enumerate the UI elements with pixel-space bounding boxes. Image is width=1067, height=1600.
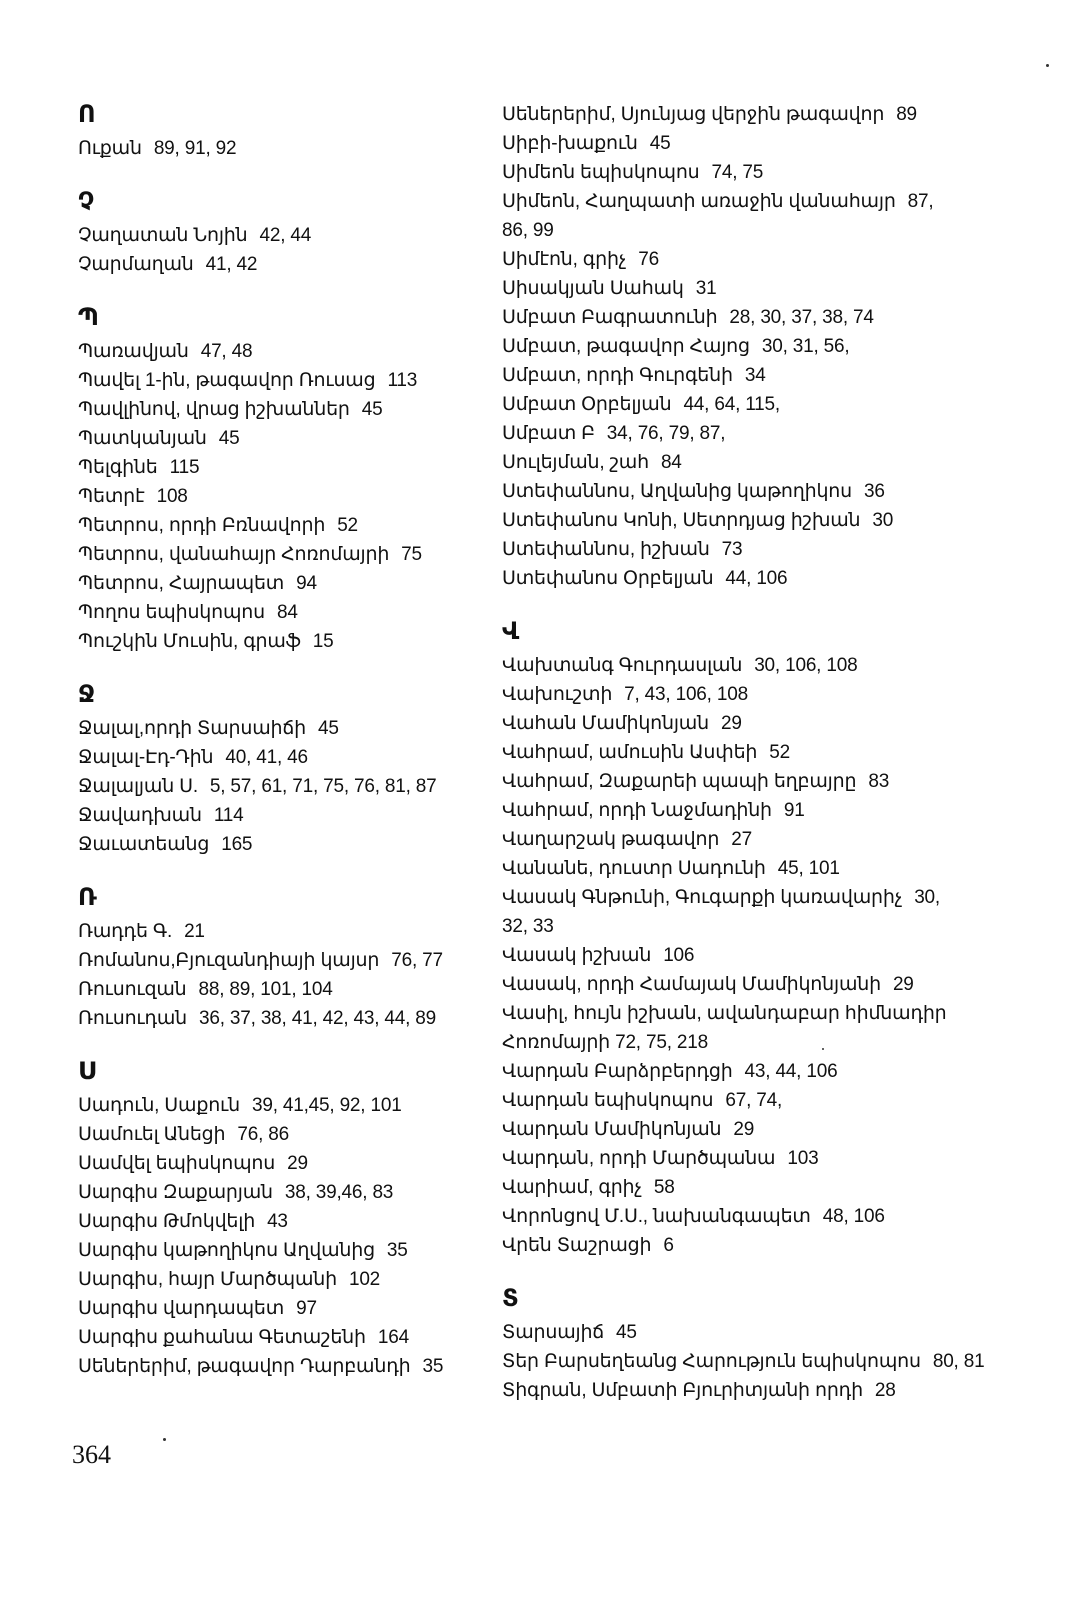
index-entry — [502, 245, 922, 274]
entry-name: Պողոս եպիսկոպոս — [78, 602, 265, 623]
entry-pages: 29 — [720, 713, 742, 734]
entry-continuation: 86, 99 — [502, 220, 554, 241]
entry-pages: 76, 77 — [391, 950, 443, 971]
entry-name: Սարգիս քահանա Գետաշենի — [78, 1327, 366, 1348]
entry-name: Սմբատ Օրբելյան — [502, 394, 672, 415]
index-entry — [502, 825, 922, 854]
entry-name: Ջալալյան Ս. — [78, 776, 198, 797]
section-letter: Պ — [78, 303, 99, 331]
entry-name: Վորոնցով Մ.Ս., նախանգապետ — [502, 1206, 811, 1227]
index-entry — [78, 511, 478, 540]
index-entry — [78, 1091, 478, 1120]
entry-pages: 115 — [169, 457, 200, 478]
entry-name: Ռոմանոս,Բյուզանդիայի կայսր — [78, 950, 380, 971]
index-entry — [78, 1265, 478, 1294]
index-entry — [78, 453, 478, 482]
entry-name: Ուքան — [78, 138, 142, 159]
index-entry — [502, 187, 934, 216]
index-section — [78, 1057, 478, 1381]
entry-pages: 106 — [663, 945, 695, 966]
entry-name: Պետրոս, որդի Բռնավորի — [78, 515, 326, 536]
index-entry — [502, 1173, 922, 1202]
entry-name: Վահրամ, Զաքարեի պապի եղբայրը — [502, 771, 857, 792]
entry-pages: 91 — [783, 800, 805, 821]
index-entry — [502, 274, 922, 303]
entry-name: Սմբատ, թագավոր Հայոց — [502, 336, 750, 357]
entry-pages: 27 — [731, 829, 752, 850]
entry-name: Սիմեոն, Հաղպատի առաջին վանահայր — [502, 191, 896, 212]
index-entry — [78, 221, 478, 250]
entry-pages: 45 — [317, 718, 339, 739]
entry-name: Սամուել Անեցի — [78, 1124, 226, 1145]
index-section — [502, 100, 934, 593]
entry-name: Ստեփանոս Օրբելյան — [502, 568, 714, 589]
entry-name: Տարսայիճ — [502, 1322, 605, 1343]
index-entry — [502, 361, 922, 390]
entry-pages: 73 — [721, 539, 743, 560]
scan-speck — [1046, 64, 1049, 67]
index-entry — [78, 1352, 478, 1381]
entry-pages: 80, 81 — [932, 1351, 985, 1372]
entry-pages: 165 — [221, 834, 253, 855]
entry-pages: 44, 64, 115, — [683, 394, 780, 415]
index-entry — [78, 946, 478, 975]
index-entry — [78, 1120, 478, 1149]
entry-pages: 89, 91, 92 — [153, 138, 237, 159]
entry-continuation: 32, 33 — [502, 916, 554, 937]
entry-pages: 88, 89, 101, 104 — [198, 979, 333, 1000]
entry-pages: 84 — [276, 602, 298, 623]
entry-name: Պավլինով, վրաց իշխաններ — [78, 399, 350, 420]
entry-pages: 102 — [348, 1269, 381, 1290]
entry-pages: 108 — [156, 486, 188, 507]
section-letter: Չ — [78, 187, 95, 215]
index-entry — [502, 477, 922, 506]
index-entry — [502, 680, 922, 709]
index-entry — [78, 772, 478, 801]
index-entry — [78, 424, 478, 453]
entry-pages: 97 — [296, 1298, 317, 1319]
entry-name: Պետրոս, վանահայր Հոռոմայրի — [78, 544, 390, 565]
entry-pages: 5, 57, 61, 71, 75, 76, 81, 87 — [209, 776, 437, 797]
index-entry — [78, 627, 478, 656]
entry-name: Ռադդե Գ. — [78, 921, 173, 942]
section-letter: Ռ — [78, 883, 97, 911]
index-entry — [78, 975, 478, 1004]
section-letter: Ո — [78, 100, 96, 128]
entry-name: Սարգիս Զաքարյան — [78, 1182, 273, 1203]
index-entry — [502, 854, 922, 883]
index-entry — [78, 366, 478, 395]
entry-pages: 45 — [218, 428, 240, 449]
entry-pages: 45 — [361, 399, 383, 420]
entry-name: Չաղատան Նոյին — [78, 225, 248, 246]
index-entry — [502, 796, 922, 825]
index-entry — [78, 714, 478, 743]
entry-pages: 21 — [184, 921, 205, 942]
entry-pages: 40, 41, 46 — [225, 747, 308, 768]
index-entry — [502, 1057, 922, 1086]
index-entry — [502, 390, 922, 419]
index-entry — [78, 1207, 478, 1236]
entry-pages: 7, 43, 106, 108 — [624, 684, 748, 705]
entry-name: Ջալալ-Էդ-Դին — [78, 747, 214, 768]
entry-name: Վարիամ, գրիչ — [502, 1177, 642, 1198]
entry-name: Սուլեյման, շահ — [502, 452, 649, 473]
index-section — [78, 100, 478, 163]
page-number: 364 — [72, 1440, 111, 1469]
index-entry — [78, 250, 478, 279]
entry-name: Սիսակյան Սահակ — [502, 278, 684, 299]
entry-pages: 44, 106 — [725, 568, 788, 589]
entry-pages: 103 — [787, 1148, 819, 1169]
entry-pages: 43 — [267, 1211, 288, 1232]
section-letter: Ջ — [78, 680, 96, 708]
entry-pages: 30, — [914, 887, 941, 908]
entry-name: Սարգիս Թմոկվելի — [78, 1211, 256, 1232]
entry-pages: 42, 44 — [259, 225, 312, 246]
index-entry — [78, 917, 478, 946]
entry-pages: 45 — [649, 133, 671, 154]
index-entry — [78, 830, 478, 859]
entry-pages: 52 — [337, 515, 358, 536]
index-entry — [502, 1086, 922, 1115]
entry-name: Ջավադխան — [78, 805, 202, 826]
entry-name: Վարդան եպիսկոպոս — [502, 1090, 714, 1111]
entry-pages: 31 — [695, 278, 717, 299]
index-section — [502, 617, 947, 1260]
index-entry — [502, 1347, 985, 1376]
index-entry — [78, 134, 478, 163]
entry-pages: 113 — [387, 370, 418, 391]
index-entry — [502, 970, 922, 999]
index-entry — [502, 1144, 922, 1173]
entry-name: Վարդան, որդի Մարծպանա — [502, 1148, 776, 1169]
entry-pages: 6 — [663, 1235, 674, 1256]
entry-name: Պուշկին Մուսին, գրաֆ — [78, 631, 301, 652]
index-entry — [78, 1149, 478, 1178]
entry-pages: 76, 86 — [237, 1124, 289, 1145]
index-section — [502, 1284, 985, 1405]
entry-name: Ռուսուզան — [78, 979, 187, 1000]
entry-name: Սիմեոն եպիսկոպոս — [502, 162, 700, 183]
entry-pages: 35 — [422, 1356, 444, 1377]
index-entry — [78, 743, 478, 772]
index-entry — [78, 801, 478, 830]
entry-pages: 35 — [386, 1240, 408, 1261]
entry-name: Սիմէոն, գրիչ — [502, 249, 627, 270]
entry-pages: 29 — [733, 1119, 755, 1140]
entry-name: Վասակ Գնթունի, Գուգարքի կառավարիչ — [502, 887, 903, 908]
entry-name: Պավել 1-ին, թագավոր Ռուսաց — [78, 370, 376, 391]
entry-name: Սմբատ Բ — [502, 423, 595, 444]
entry-name: Սեներերիմ, թագավոր Դարբանդի — [78, 1356, 411, 1377]
entry-name: Վարդան Բարձրբերդցի — [502, 1061, 733, 1082]
index-entry — [502, 651, 922, 680]
entry-pages: 30, 106, 108 — [754, 655, 858, 676]
entry-name: Սարգիս վարդապետ — [78, 1298, 285, 1319]
index-entry — [502, 999, 947, 1028]
entry-name: Ստեփաննոս, իշխան — [502, 539, 710, 560]
entry-name: Վասիլ, հույն իշխան, ավանդաբար հիմնադիր — [502, 1003, 947, 1024]
entry-pages: 28 — [874, 1380, 896, 1401]
scan-speck — [822, 1048, 824, 1050]
entry-pages: 74, 75 — [711, 162, 764, 183]
entry-name: Վախուշտի — [502, 684, 613, 705]
entry-name: Սիբի-խաքուն — [502, 133, 638, 154]
entry-pages: 76 — [638, 249, 660, 270]
entry-continuation: Հոռոմայրի 72, 75, 218 — [502, 1032, 708, 1053]
entry-name: Ստեփանոս Կոնի, Սետրդյաց իշխան — [502, 510, 861, 531]
index-entry — [502, 303, 922, 332]
entry-pages: 29 — [287, 1153, 308, 1174]
index-entry — [502, 158, 922, 187]
entry-pages: 39, 41,45, 92, 101 — [251, 1095, 402, 1116]
entry-name: Տեր Բարսեղեանց Հարություն եպիսկոպոս — [502, 1351, 921, 1372]
entry-name: Պետրէ — [78, 486, 145, 507]
entry-pages: 47, 48 — [200, 341, 253, 362]
entry-pages: 83 — [868, 771, 890, 792]
entry-name: Վրեն Տաշրացի — [502, 1235, 652, 1256]
index-entry — [502, 564, 922, 593]
index-entry — [78, 337, 478, 366]
entry-name: Պատկանյան — [78, 428, 207, 449]
index-column-right — [502, 100, 985, 1429]
index-section — [78, 680, 478, 859]
entry-pages: 52 — [769, 742, 790, 763]
entry-name: Վախտանգ Գուրդասլան — [502, 655, 743, 676]
index-entry — [502, 1231, 922, 1260]
entry-name: Սարգիս, հայր Մարծպանի — [78, 1269, 337, 1290]
index-entry — [78, 1236, 478, 1265]
index-entry — [502, 709, 922, 738]
entry-pages: 34 — [744, 365, 766, 386]
index-entry — [502, 419, 922, 448]
index-entry — [78, 482, 478, 511]
entry-pages: 84 — [660, 452, 682, 473]
index-entry — [502, 1202, 922, 1231]
index-column-left — [78, 100, 478, 1405]
entry-name: Սեներերիմ, Սյունյաց վերջին թագավոր — [502, 104, 885, 125]
index-entry — [78, 395, 478, 424]
entry-name: Ստեփաննոս, Աղվանից կաթողիկոս — [502, 481, 852, 502]
entry-pages: 67, 74, — [725, 1090, 783, 1111]
entry-name: Վասակ իշխան — [502, 945, 652, 966]
index-section — [78, 883, 478, 1033]
entry-pages: 36, 37, 38, 41, 42, 43, 44, 89 — [199, 1008, 437, 1029]
entry-name: Վահրամ, որդի Նաջմադինի — [502, 800, 772, 821]
index-entry — [502, 1376, 922, 1405]
entry-pages: 48, 106 — [822, 1206, 885, 1227]
entry-name: Պետրոս, Հայրապետ — [78, 573, 285, 594]
entry-name: Վանանե, դուստր Սադունի — [502, 858, 766, 879]
entry-pages: 30, 31, 56, — [761, 336, 850, 357]
entry-name: Վահան Մամիկոնյան — [502, 713, 709, 734]
index-entry — [502, 535, 922, 564]
entry-name: Վահրամ, ամուսին Ասփեի — [502, 742, 758, 763]
entry-pages: 29 — [892, 974, 914, 995]
section-letter: Վ — [502, 617, 520, 645]
entry-name: Ռուսուդան — [78, 1008, 188, 1029]
index-entry — [502, 1318, 922, 1347]
entry-pages: 75 — [401, 544, 422, 565]
index-entry — [78, 1323, 478, 1352]
index-entry — [502, 767, 922, 796]
entry-pages: 94 — [296, 573, 317, 594]
entry-name: Տիգրան, Սմբատի Բյուրիտյանի որդի — [502, 1380, 863, 1401]
entry-pages: 41, 42 — [205, 254, 258, 275]
index-entry — [78, 540, 478, 569]
entry-pages: 58 — [653, 1177, 675, 1198]
entry-pages: 114 — [213, 805, 244, 826]
index-entry — [502, 448, 922, 477]
index-entry — [78, 569, 478, 598]
entry-pages: 43, 44, 106 — [744, 1061, 838, 1082]
entry-name: Վարդան Մամիկոնյան — [502, 1119, 722, 1140]
entry-name: Ջալալ,որդի Տարսաիճի — [78, 718, 306, 739]
entry-pages: 30 — [872, 510, 894, 531]
entry-name: Չարմաղան — [78, 254, 194, 275]
scan-speck — [163, 1438, 166, 1441]
entry-pages: 45 — [616, 1322, 637, 1343]
index-entry — [502, 332, 922, 361]
entry-name: Սարգիս կաթողիկոս Աղվանից — [78, 1240, 375, 1261]
index-entry — [502, 506, 922, 535]
entry-pages: 164 — [377, 1327, 409, 1348]
entry-pages: 28, 30, 37, 38, 74 — [729, 307, 874, 328]
entry-name: Վասակ, որդի Համայակ Մամիկոնյանի — [502, 974, 881, 995]
index-section — [78, 187, 478, 279]
index-entry — [78, 1294, 478, 1323]
entry-name: Պառավյան — [78, 341, 189, 362]
index-section — [78, 303, 478, 656]
entry-pages: 87, — [907, 191, 934, 212]
index-entry — [502, 883, 941, 912]
index-entry — [78, 1004, 478, 1033]
index-entry — [78, 598, 478, 627]
index-entry — [78, 1178, 478, 1207]
index-entry — [502, 941, 922, 970]
entry-pages: 45, 101 — [777, 858, 840, 879]
section-letter: Ս — [78, 1057, 96, 1085]
entry-pages: 89 — [896, 104, 917, 125]
section-letter: Տ — [502, 1284, 519, 1312]
entry-name: Պելգինե — [78, 457, 158, 478]
entry-name: Վաղարշակ թագավոր — [502, 829, 720, 850]
index-entry — [502, 738, 922, 767]
index-entry — [502, 1115, 922, 1144]
entry-name: Սմբատ, որդի Գուրգենի — [502, 365, 733, 386]
index-entry — [502, 129, 922, 158]
entry-name: Սամվել եպիսկոպոս — [78, 1153, 276, 1174]
entry-pages: 15 — [312, 631, 334, 652]
entry-name: Ջաւատեանց — [78, 834, 210, 855]
entry-pages: 34, 76, 79, 87, — [606, 423, 726, 444]
entry-pages: 38, 39,46, 83 — [284, 1182, 394, 1203]
entry-pages: 36 — [863, 481, 885, 502]
index-entry — [502, 100, 922, 129]
entry-name: Սմբատ Բագրատունի — [502, 307, 718, 328]
entry-name: Սադուն, Սաքուն — [78, 1095, 240, 1116]
